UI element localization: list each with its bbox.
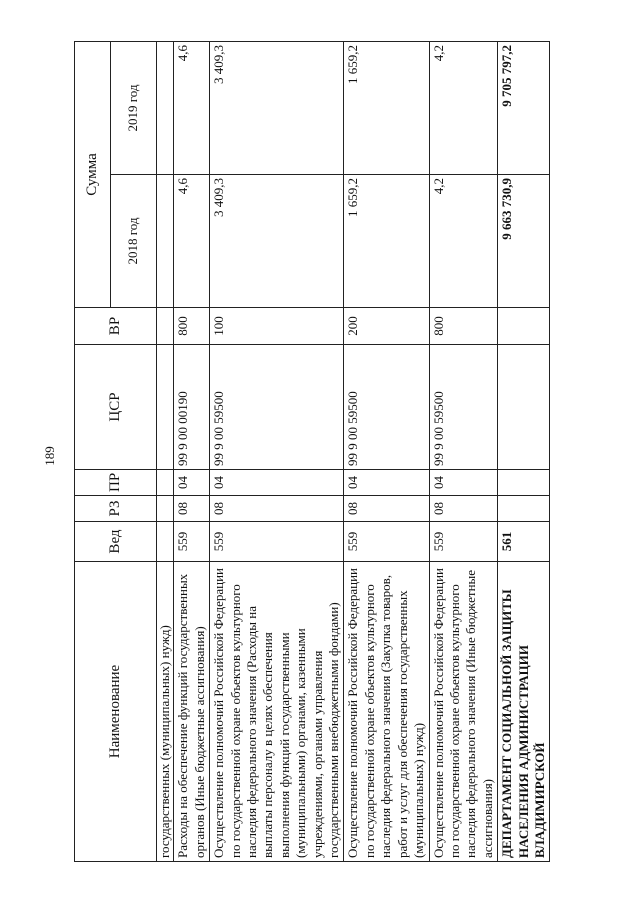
cell-pr [498, 470, 550, 496]
cell-rz: 08 [210, 496, 344, 522]
cell-vr [498, 308, 550, 345]
page-number: 189 [41, 446, 57, 466]
table-row-department [498, 41, 550, 861]
cell-ved: 559 [210, 522, 344, 562]
cell-ved: 559 [174, 522, 210, 562]
cell-pr: 04 [429, 470, 498, 496]
cell-rz: 08 [344, 496, 429, 522]
cell-pr: 04 [344, 470, 429, 496]
header-ved: Вед [75, 522, 157, 562]
cell-vr: 800 [429, 308, 498, 345]
header-year-2019: 2019 год [111, 41, 157, 174]
header-year-2018: 2018 год [111, 175, 157, 308]
cell-2018: 9 663 730,9 [498, 175, 550, 308]
cell-vr: 800 [174, 308, 210, 345]
header-name: Наименование [75, 562, 157, 862]
cell-2019: 9 705 797,2 [498, 41, 550, 174]
cell-name: ДЕПАРТАМЕНТ СОЦИАЛЬНОЙ ЗАЩИТЫ НАСЕЛЕНИЯ АДМИНИСТРАЦИИ ВЛАДИМИРСКОЙ [498, 562, 550, 862]
cell-name: государственных (муниципальных) нужд) [157, 562, 174, 862]
cell-2019: 3 409,3 [210, 41, 344, 174]
cell-csr: 99 9 00 59500 [210, 345, 344, 470]
rotated-page-content [74, 42, 622, 862]
cell-vr [157, 308, 174, 345]
table-row [210, 41, 344, 861]
cell-ved [157, 522, 174, 562]
header-csr: ЦСР [75, 345, 157, 470]
header-pr: ПР [75, 470, 157, 496]
cell-pr [157, 470, 174, 496]
cell-2018: 1 659,2 [344, 175, 429, 308]
header-rz: РЗ [75, 496, 157, 522]
budget-table [74, 41, 550, 862]
cell-name: Осуществление полномочий Российской Федерации по государственной охране объектов культурного наследия федерального значения (Расходы на выплаты персоналу в целях обеспечения выполнения функций государственными (муниципальными) органами, казенными учреждениями, органами управления государственными внебюджетными фондами) [210, 562, 344, 862]
cell-rz: 08 [429, 496, 498, 522]
header-sum: Сумма [75, 41, 111, 307]
cell-ved: 561 [498, 522, 550, 562]
table-row [344, 41, 429, 861]
cell-pr: 04 [210, 470, 344, 496]
cell-pr: 04 [174, 470, 210, 496]
cell-name: Осуществление полномочий Российской Федерации по государственной охране объектов культурного наследия федерального значения (Иные бюджетные ассигнования) [429, 562, 498, 862]
header-vr: ВР [75, 308, 157, 345]
cell-rz: 08 [174, 496, 210, 522]
table-row [429, 41, 498, 861]
cell-2019: 4,6 [174, 41, 210, 174]
cell-rz [157, 496, 174, 522]
cell-ved: 559 [429, 522, 498, 562]
cell-name: Расходы на обеспечение функций государственных органов (Иные бюджетные ассигнования) [174, 562, 210, 862]
cell-2019: 1 659,2 [344, 41, 429, 174]
cell-csr [157, 345, 174, 470]
cell-2019: 4,2 [429, 41, 498, 174]
cell-2019 [157, 41, 174, 174]
cell-2018 [157, 175, 174, 308]
cell-csr [498, 345, 550, 470]
cell-csr: 99 9 00 59500 [429, 345, 498, 470]
cell-2018: 3 409,3 [210, 175, 344, 308]
table-row [157, 41, 174, 861]
cell-csr: 99 9 00 59500 [344, 345, 429, 470]
cell-vr: 100 [210, 308, 344, 345]
cell-rz [498, 496, 550, 522]
cell-ved: 559 [344, 522, 429, 562]
table-row [174, 41, 210, 861]
cell-2018: 4,2 [429, 175, 498, 308]
cell-csr: 99 9 00 00190 [174, 345, 210, 470]
cell-vr: 200 [344, 308, 429, 345]
cell-name: Осуществление полномочий Российской Федерации по государственной охране объектов культурного наследия федерального значения (Закупка товаров, работ и услуг для обеспечения государственных (муниципальных) нужд) [344, 562, 429, 862]
cell-2018: 4,6 [174, 175, 210, 308]
